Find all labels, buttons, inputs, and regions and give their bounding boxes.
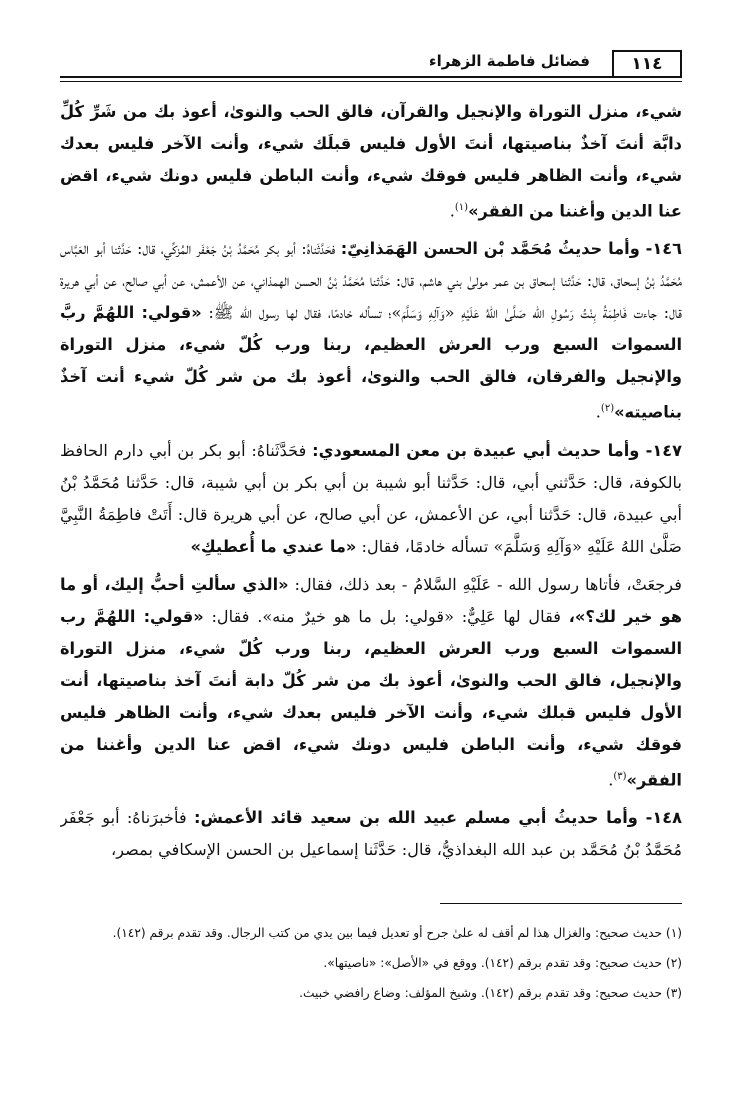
hadith-146-quote: «قولي: اللهُمَّ ربَّ السموات السبع ورب العرش العظيم، ربنا ورب كُلّ شيء، منزل التوراة والإنجيل والفرقان، فالق الحب والنوىٰ، أعوذ بك من شر كُلّ شيء أنت آخذٌ بناصيته»: [60, 303, 682, 422]
hadith-148-heading: ١٤٨- وأما حديثُ أبي مسلم عبيد الله بن سعيد قائد الأعمش:: [193, 808, 682, 828]
hadith-147-chain: فحَدَّثَناهُ: أبو بكر بن أبي دارم الحافظ بالكوفة، قال: حَدَّثني أبي، قال: حَدَّثنا أبو شيبة بن أبي بكر بن أبي شيبة، قال: حَدَّثنا مُحَمَّدُ بْنُ أبي عبيدة، قال: حَدَّثنا أبي، عن الأعمش، عن أبي صالح، عن أبي هريرة قال: أَتَتْ فاطِمَةُ النَّبِيَّ صَلَّىٰ اللهُ عَلَيْهِ «وَآلِهِ وَسَلَّمَ» تسأله خادمًا، فقال:: [60, 440, 682, 556]
hadith-147: [60, 435, 682, 563]
hadith-147-quote: «ما عندي ما أُعطيكِ»: [190, 536, 357, 556]
header-rule: [60, 76, 682, 78]
narration-quote-d: «قولي: اللهُمَّ رب السموات السبع ورب العرش العظيم، ربنا ورب كُلّ شيء، منزل التوراة والإنجيل، فالق الحب والنوىٰ، أعوذ بك من شر كُلّ دابة أنتَ آخذ بناصيتها، أنت الأول فليس قبلك شيء، وأنت الآخر فليس بعدك شيء، وأنت الظاهر فليس فوقك شيء، وأنت الباطن فليس دونك شيء، اقض عنا الدين وأغننا من الفقر»: [60, 606, 682, 790]
footnote-ref-3: (٣): [613, 770, 627, 782]
supplication-text: شيء، منزل التوراة والإنجيل والقرآن، فالق الحب والنوىٰ، أعوذ بك من شَرِّ كُلِّ دابَّة أنتَ آخذٌ بناصيتها، أنتَ الأول فليس قبلَك شيء، وأنت الآخر فليس بعدك شيء، وأنت الظاهر فليس فوقك شيء، وأنت الباطن فليس دونك شيء، اقض عنا الدين وأغننا من الفقر»: [60, 102, 682, 221]
main-text: [60, 96, 682, 876]
paragraph-continuation: شيء، منزل التوراة والإنجيل والقرآن، فالق الحب والنوىٰ، أعوذ بك من شَرِّ كُلِّ دابَّة أنتَ آخذٌ بناصيتها، أنتَ الأول فليس قبلَك شيء، وأنت الآخر فليس بعدك شيء، وأنت الظاهر فليس فوقك شيء، وأنت الباطن فليس دونك شيء، اقض عنا الدين وأغننا من الفقر»$^{(١)}$.: [60, 102, 682, 221]
footnote-ref-2: (٢): [600, 403, 615, 415]
hadith-146: ١٤٦- وأما حديثُ مُحَمَّد بْن الحسن الهَمَذانِيّ: فحَدَّثَناهُ: أبو بكر مُحَمَّدُ بْنُ جَعْفَر المُزكِّي، قال: حَدَّثنا أبو العَبَّاس مُحَمَّدُ بْنُ إسحاق، قال: حَدَّثنا إسحاق بن عمر مولىٰ بني هاشم، قال: حَدَّثنا مُحَمَّدُ بْنُ الحسن الهمذاني، عن الأعمش، عن أبي صالح، عن أبي هريرة قال: جاءت فَاطِمَةُ بِنْتُ رَسُولِ الله صَلَّىٰ اللهُ عَلَيْهِ «وَآلِهِ وَسَلَّمَ»؛ تسأله خادمًا، فقال لها رسول الله ﷺ: «قولي: اللهُمَّ ربَّ السموات السبع ورب العرش العظيم، ربنا ورب كُلّ شيء، منزل التوراة والإنجيل والفرقان، فالق الحب والنوىٰ، أعوذ بك من شر كُلّ شيء أنت آخذٌ بناصيته»$^{(٢)}$.: [60, 239, 682, 422]
hadith-147-heading: ١٤٧- وأما حديث أبي عبيدة بن معن المسعودي:: [312, 440, 682, 460]
footnotes: [60, 918, 682, 1008]
hadith-146-chain: فحَدَّثَناهُ: أبو بكر مُحَمَّدُ بْنُ جَعْفَر المُزكِّي، قال: حَدَّثنا أبو العَبَّاس مُحَمَّدُ بْنُ إسحاق، قال: حَدَّثنا إسحاق بن عمر مولىٰ بني هاشم، قال: حَدَّثنا مُحَمَّدُ بْنُ الحسن الهمذاني، عن الأعمش، عن أبي صالح، عن أبي هريرة قال: جاءت فَاطِمَةُ بِنْتُ رَسُولِ الله صَلَّىٰ اللهُ عَلَيْهِ «وَآلِهِ وَسَلَّمَ»؛ تسأله خادمًا، فقال لها رسول الله ﷺ:: [60, 239, 682, 323]
page-header: [60, 50, 682, 78]
footnote-2: (٢) حديث صحيح: وقد تقدم برقم (١٤٢). ووقع في «الأصل»: «ناصيتها».: [323, 956, 682, 970]
footnote-3: (٣) حديث صحيح: وقد تقدم برقم (١٤٢). وشيخ المؤلف: وضاع رافضي خبيث.: [299, 986, 682, 1000]
footnote-ref-1: (١): [454, 202, 469, 213]
hadith-148-chain: فأخبرَناهُ: أبو جَعْفَر مُحَمَّدُ بْنُ مُحَمَّد بن عبد الله البغداذيُّ، قال: حَدَّثَنا إسماعيل بن الحسن الإسكافي بمصر،: [60, 808, 682, 860]
narration-text-c: فقال لها عَلِيٌّ: «قولي: بل ما هو خيرٌ منه». فقال:: [211, 606, 562, 626]
header-rule-thin: [60, 81, 682, 82]
page-number: ١١٤: [612, 50, 682, 76]
hadith-147-continuation: فرجعَتْ، فأتاها رسول الله - عَلَيْهِ السَّلامُ - بعد ذلك، فقال: «الذي سألتِ أحبُّ إليك، أو ما هو خير لك؟»، فقال لها عَلِيٌّ: «قولي: بل ما هو خيرٌ منه». فقال: «قولي: اللهُمَّ رب السموات السبع ورب العرش العظيم، ربنا ورب كُلّ شيء، منزل التوراة والإنجيل، فالق الحب والنوىٰ، أعوذ بك من شر كُلّ دابة أنتَ آخذ بناصيتها، أنت الأول فليس قبلك شيء، وأنت الآخر فليس بعدك شيء، وأنت الظاهر فليس فوقك شيء، وأنت الباطن فليس دونك شيء، اقض عنا الدين وأغننا من الفقر»$^{(٣)}$.: [60, 574, 682, 790]
footnote-1: (١) حديث صحيح: والغزال هذا لم أقف له علىٰ جرح أو تعديل فيما بين يدي من كتب الرجال. وقد تقدم برقم (١٤٢).: [112, 926, 682, 940]
narration-text-a: فرجعَتْ، فأتاها رسول الله - عَلَيْهِ السَّلامُ - بعد ذلك، فقال:: [294, 574, 682, 594]
narration-quote-b: «الذي سألتِ أحبُّ إليك، أو ما هو خير لك؟»،: [60, 574, 682, 626]
hadith-148: [60, 802, 682, 866]
footnote-separator: [440, 903, 682, 904]
hadith-146-heading: ١٤٦- وأما حديثُ مُحَمَّد بْن الحسن الهَمَذانِيّ:: [340, 239, 682, 259]
running-title: فضائل فاطمة الزهراء: [428, 52, 590, 70]
